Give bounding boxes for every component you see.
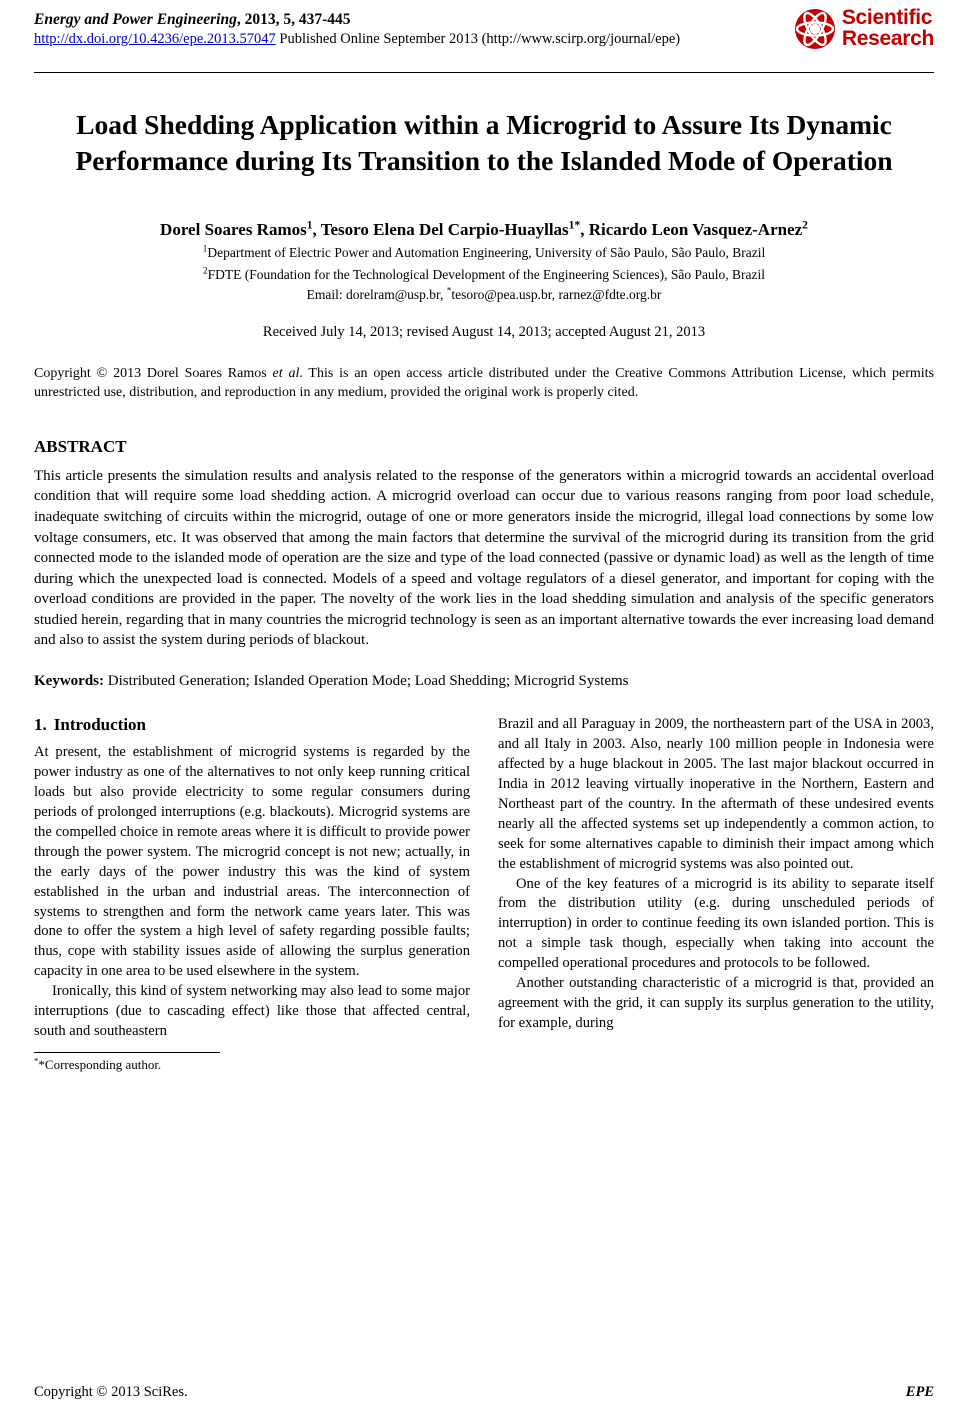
doi-published-info: Published Online September 2013 (http://www.scirp.org/journal/epe) [275, 31, 681, 48]
footnote-corresponding-author: **Corresponding author. [34, 1055, 162, 1072]
body-columns [34, 715, 934, 1073]
right-column [498, 715, 934, 1073]
page-header [34, 6, 934, 66]
page-footer [34, 1384, 934, 1401]
journal-name: Energy and Power Engineering [34, 11, 237, 28]
page-title: Load Shedding Application within a Microgrid to Assure Its Dynamic Performance during Its Transition to the Islanded Mode of Operation [75, 109, 893, 177]
publisher-logo [794, 8, 934, 50]
keywords [34, 671, 934, 692]
section-title: Introduction [53, 715, 147, 735]
footnote-divider [34, 1052, 220, 1053]
author-list: Dorel Soares Ramos$^1$, Tesoro Elena Del Carpio-Huayllas$^{1*}$, Ricardo Leon Vasquez-Arnez$^2$ [160, 217, 808, 239]
left-column [34, 715, 470, 1073]
keywords-label: Keywords: [34, 672, 104, 689]
paragraph-left-1: At present, the establishment of microgrid systems is regarded by the power industry as one of the alternatives to not only keep running critical loads but also provide electricity to some regular consumers during periods of prolonged interruptions (e.g. blackouts). Microgrid systems are the compelled choice in remote areas where it is difficult to provide power through the power system. The microgrid concept is not new; actually, in the early days of the power industry this was the kind of system established in the urban and industrial areas. The interconnection of systems to strengthen and form the network came years later. This was done to offer the system a high level of safety regarding possible faults; thus, cope with stability issues aside of allowing the surplus generation capacity in one area to be used elsewhere in the system. [34, 744, 470, 980]
section-number: 1. [34, 715, 47, 735]
abstract-text: This article presents the simulation results and analysis related to the response of the generators within a microgrid towards an accidental overload condition that will require some load shedding action. A microgrid overload can occur due to various reasons ranging from poor load schedule, inadequate switching of circuits within the microgrid, outage of one or more generators inside the microgrid, illegal load connections by some low voltage consumers, etc. It was observed that among the main factors that determine the survival of the microgrid during its transition from the grid connected mode to the islanded mode of operation are the size and type of the load connected (passive or dynamic load) as well as the length of time during which the unexpected load is connected. Models of a speed and voltage regulators of a diesel generator, and important for coping with the overload conditions are provided in the paper. The novelty of the work lies in the load shedding simulation and analysis of the specific generators studied herein, regarding that in many countries the microgrid technology is seen as an important alternative towards the ever increasing load demand and also to assist the system during periods of blackout. [34, 467, 934, 649]
doi-link[interactable]: http://dx.doi.org/10.4236/epe.2013.57047 [34, 31, 276, 48]
publisher-name-line1: Scientific [841, 6, 933, 30]
publisher-name-line2: Research [841, 27, 934, 50]
paragraph-right-3: Another outstanding characteristic of a microgrid is that, provided an agreement with the grid, it can supply its surplus generation to the utility, for example, during [498, 975, 934, 1031]
paragraph-right-2: One of the key features of a microgrid is its ability to separate itself from the distribution utility (e.g. during unscheduled periods of interruption) in order to continue feeding its own islanded portion. This is not a simple task though, especially when taking into account the compelled operational procedures and protocols to be followed. [498, 875, 934, 972]
affiliation-2-text: FDTE (Foundation for the Technological Development of the Engineering Sciences), São Paulo, Brazil [207, 266, 765, 282]
copyright-notice: Copyright © 2013 Dorel Soares Ramos et al. This is an open access article distributed under the Creative Commons Attribution License, which permits unrestricted use, distribution, and reproduction in any medium, provided the original work is properly cited. [34, 366, 934, 400]
affiliation-1: $^1$Department of Electric Power and Automation Engineering, University of São Paulo, São Paulo, Brazil [202, 243, 766, 261]
affiliation-2: $^2$FDTE (Foundation for the Technological Development of the Engineering Sciences), São Paulo, Brazil [202, 265, 765, 282]
journal-volume-info: , 2013, 5, 437-445 [236, 11, 351, 28]
affiliation-1-text: Department of Electric Power and Automation Engineering, University of São Paulo, São Paulo, Brazil [207, 245, 766, 261]
abstract-heading: ABSTRACT [34, 436, 127, 456]
footer-copyright: Copyright © 2013 SciRes. [34, 1384, 188, 1400]
paragraph-right-1: Brazil and all Paraguay in 2009, the northeastern part of the USA in 2003, and all Italy in 2003. Also, nearly 100 million people in Indonesia were affected by a huge blackout in 2005. The last major blackout occurred in India in 2012 leaving virtually inoperative in the Northern, Eastern and Northeast part of the country. In the aftermath of these undesired events nearly all the affected systems set up independently a common action, to seek for some alternatives capable to diminish their impact among which the establishment of microgrid systems was also pointed out. [498, 716, 934, 872]
scientific-research-logo-icon [794, 8, 836, 50]
footer-journal-abbrev: EPE [905, 1384, 934, 1400]
header-divider [34, 72, 934, 73]
section-heading-introduction [34, 715, 470, 735]
footnote-text: *Corresponding author. [38, 1056, 162, 1072]
submission-dates: Received July 14, 2013; revised August 14, 2013; accepted August 21, 2013 [262, 324, 706, 341]
author-emails: Email: dorelram@usp.br, *tesoro@pea.usp.br, rarnez@fdte.org.br [306, 285, 662, 302]
paragraph-left-2: Ironically, this kind of system networking may also lead to some major interruptions (due to cascading effect) like those that affected central, south and southeastern [34, 983, 470, 1040]
keywords-text: Distributed Generation; Islanded Operation Mode; Load Shedding; Microgrid Systems [104, 672, 629, 689]
publisher-name [842, 8, 934, 49]
